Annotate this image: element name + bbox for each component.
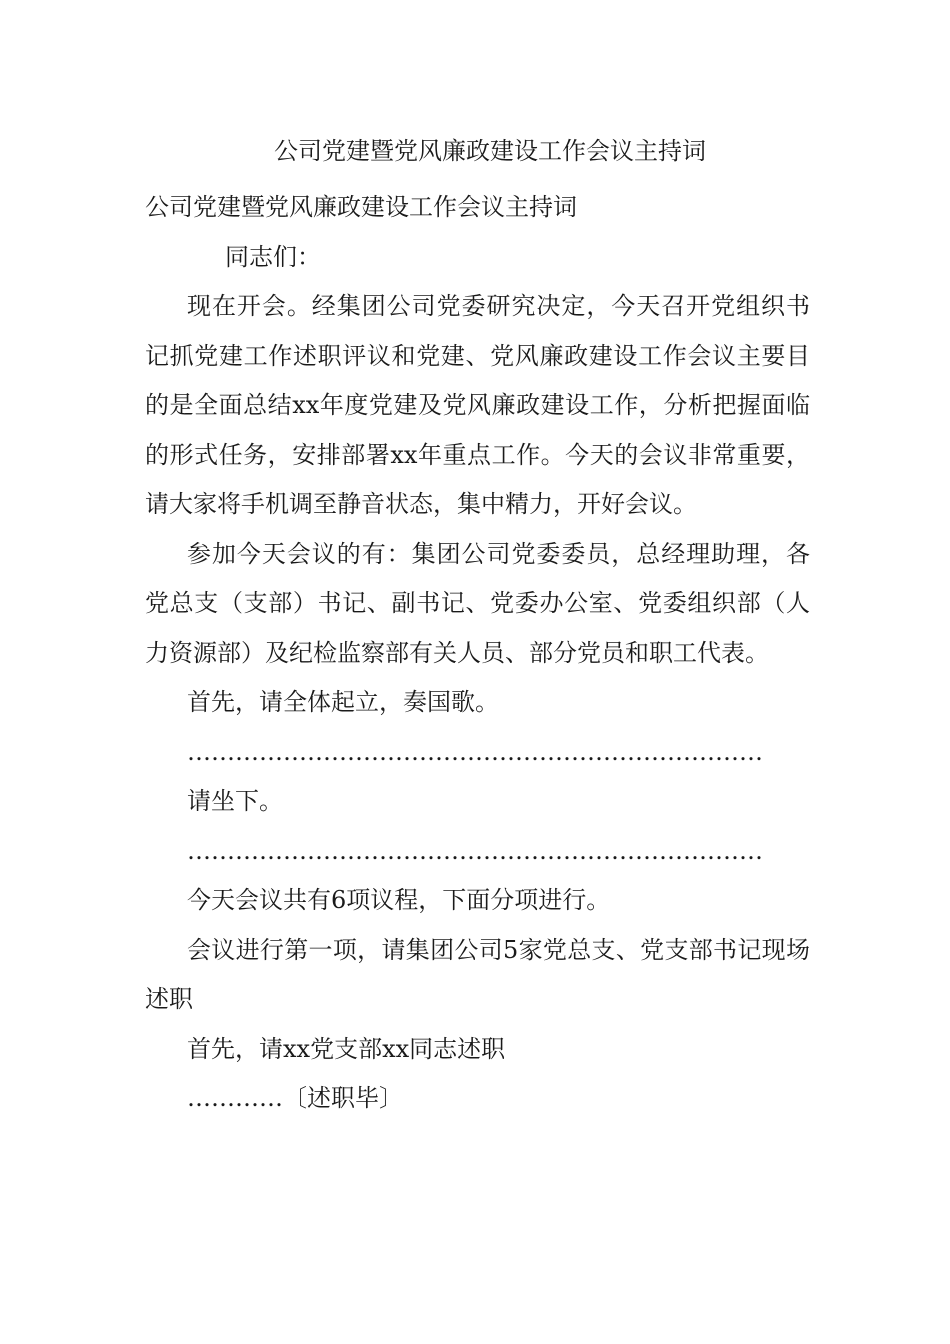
paragraph-item-one: 会议进行第一项，请集团公司5家党总支、党支部书记现场述职 [145, 935, 810, 1013]
dotted-separator: ……………………………………………………………… [187, 836, 763, 865]
paragraph-first-speaker: 首先，请xx党支部xx同志述职 [187, 1034, 506, 1063]
document-subtitle: 公司党建暨党风廉政建设工作会议主持词 [145, 193, 577, 221]
paragraph-sit-down: 请坐下。 [187, 787, 283, 815]
document-title: 公司党建暨党风廉政建设工作会议主持词 [274, 137, 706, 165]
paragraph-anthem: 首先，请全体起立，奏国歌。 [187, 688, 499, 716]
paragraph-agenda: 今天会议共有6项议程，下面分项进行。 [187, 886, 611, 914]
paragraph-report-end: …………〔述职毕〕 [187, 1084, 403, 1112]
document-body [145, 183, 810, 1124]
dotted-separator: ……………………………………………………………… [187, 737, 763, 766]
greeting: 同志们： [225, 242, 321, 271]
paragraph-attendees: 参加今天会议的有：集团公司党委委员，总经理助理，各党总支（支部）书记、副书记、党委办公室、党委组织部（人力资源部）及纪检监察部有关人员、部分党员和职工代表。 [145, 539, 810, 667]
paragraph-opening: 现在开会。经集团公司党委研究决定，今天召开党组织书记抓党建工作述职评议和党建、党风廉政建设工作会议主要目的是全面总结xx年度党建及党风廉政建设工作，分析把握面临的形式任务，安排部署xx年重点工作。今天的会议非常重要，请大家将手机调至静音状态，集中精力，开好会议。 [145, 292, 810, 518]
